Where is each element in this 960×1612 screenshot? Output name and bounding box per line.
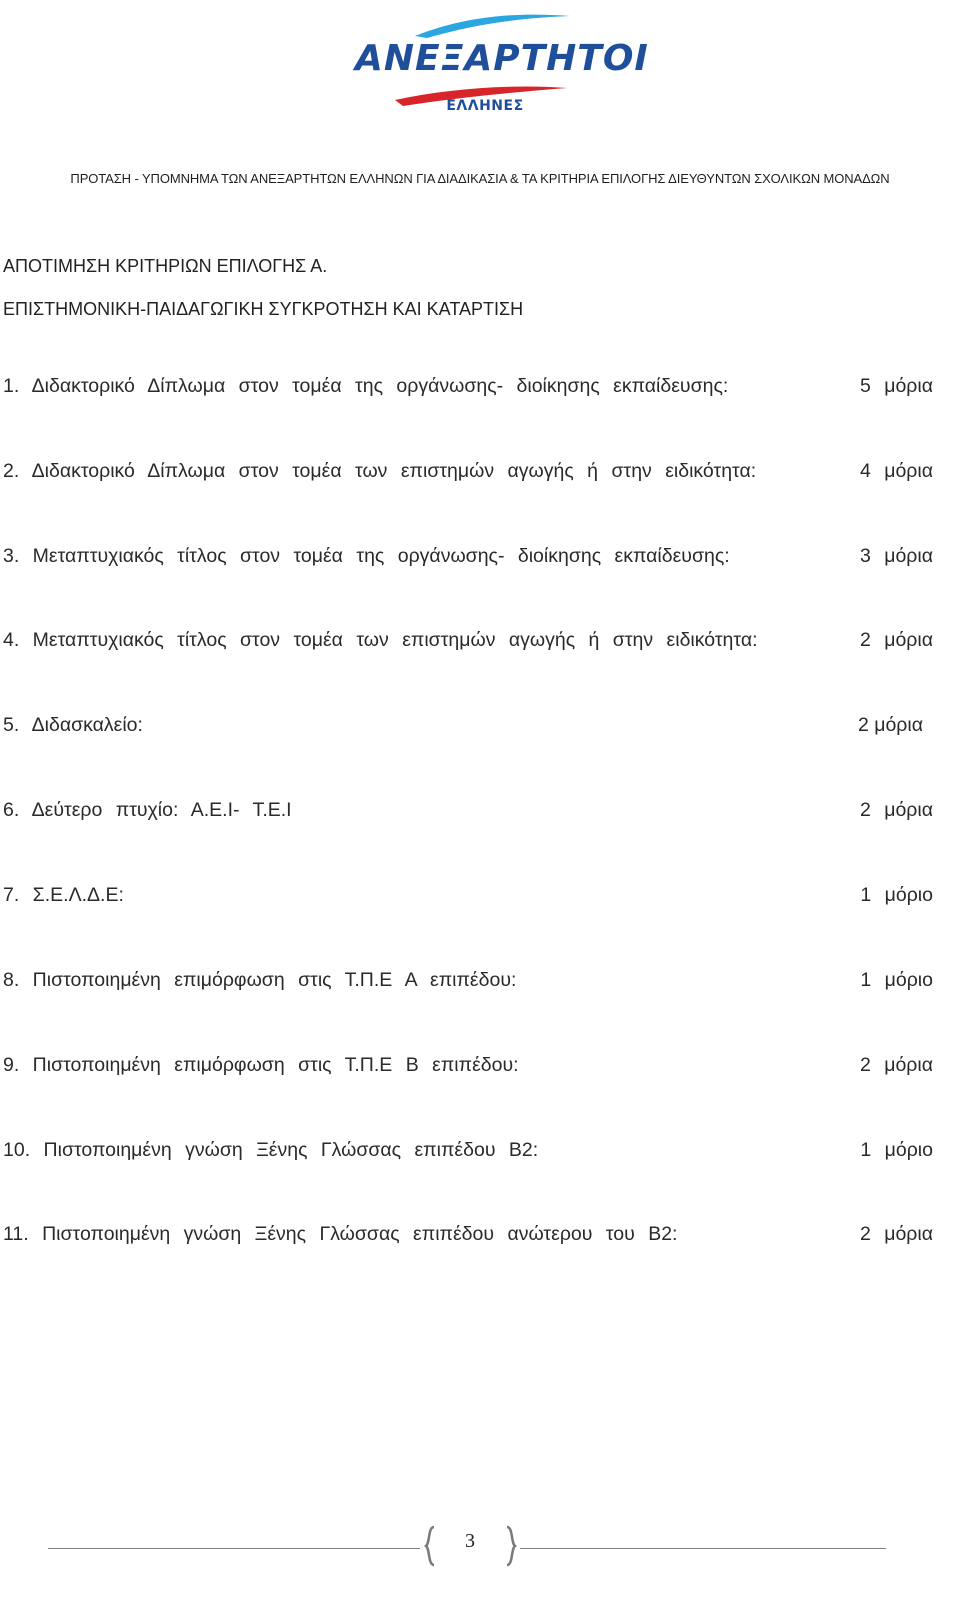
criterion-points: 5 μόρια: [859, 375, 933, 397]
criterion-label: 1. Διδακτορικό Δίπλωμα στον τομέα της οργάνωσης- διοίκησης εκπαίδευσης:: [3, 375, 729, 397]
criterion-item: [3, 1139, 933, 1167]
right-brace-icon: [505, 1525, 517, 1567]
page-number: 3: [465, 1530, 475, 1552]
criterion-label: 5. Διδασκαλείο:: [3, 714, 143, 736]
criterion-item: [3, 799, 933, 827]
party-logo: [355, 8, 649, 123]
footer-rule-right: [520, 1548, 886, 1549]
criterion-points: 2 μόρια: [859, 1054, 933, 1076]
criterion-item: [3, 969, 933, 997]
criterion-item: [3, 884, 933, 912]
criterion-label: 9. Πιστοποιημένη επιμόρφωση στις Τ.Π.Ε Β επιπέδου:: [3, 1054, 519, 1076]
criterion-label: 10. Πιστοποιημένη γνώση Ξένης Γλώσσας επιπέδου Β2:: [3, 1139, 539, 1161]
criterion-points: 1 μόριο: [860, 969, 933, 991]
criterion-label: 4. Μεταπτυχιακός τίτλος στον τομέα των επιστημών αγωγής ή στην ειδικότητα:: [3, 629, 758, 651]
document-header: ΠΡΟΤΑΣΗ - ΥΠΟΜΝΗΜΑ ΤΩΝ ΑΝΕΞΑΡΤΗΤΩΝ ΕΛΛΗΝΩΝ ΓΙΑ ΔΙΑΔΙΚΑΣΙΑ & ΤΑ ΚΡΙΤΗΡΙΑ ΕΠΙΛΟΓΗΣ ΔΙΕΥΘΥΝΤΩΝ ΣΧΟΛΙΚΩΝ ΜΟΝΑΔΩΝ: [70, 171, 890, 186]
criterion-points: 3 μόρια: [859, 545, 933, 567]
criterion-points: 2 μόρια: [859, 799, 933, 821]
criterion-points: 4 μόρια: [859, 460, 933, 482]
logo-subtitle: ΕΛΛΗΝΕΣ: [446, 98, 524, 114]
criterion-label: 3. Μεταπτυχιακός τίτλος στον τομέα της οργάνωσης- διοίκησης εκπαίδευσης:: [3, 545, 730, 567]
criterion-item: [3, 460, 933, 488]
section-subtitle: ΕΠΙΣΤΗΜΟΝΙΚΗ-ΠΑΙΔΑΓΩΓΙΚΗ ΣΥΓΚΡΟΤΗΣΗ ΚΑΙ ΚΑΤΑΡΤΙΣΗ: [3, 299, 524, 319]
criterion-item: [3, 375, 933, 403]
criterion-item: [3, 1223, 933, 1251]
criterion-item: [3, 714, 933, 742]
criterion-label: 8. Πιστοποιημένη επιμόρφωση στις Τ.Π.Ε Α επιπέδου:: [3, 969, 517, 991]
criterion-points: 2 μόρια: [859, 629, 933, 651]
criterion-item: [3, 629, 933, 657]
criterion-points: 1 μόριο: [860, 1139, 933, 1161]
footer-rule-left: [48, 1548, 420, 1549]
logo-wordmark: ΑΝΕΞΑΡΤΗΤΟΙ: [355, 38, 649, 79]
criterion-points: 2 μόρια: [857, 714, 923, 736]
criterion-label: 11. Πιστοποιημένη γνώση Ξένης Γλώσσας επιπέδου ανώτερου του Β2:: [3, 1223, 678, 1245]
criterion-points: 1 μόριο: [860, 884, 933, 906]
criterion-item: [3, 545, 933, 573]
criterion-label: 7. Σ.Ε.Λ.Δ.Ε:: [3, 884, 124, 906]
criterion-points: 2 μόρια: [859, 1223, 933, 1245]
left-brace-icon: [424, 1525, 436, 1567]
section-title: ΑΠΟΤΙΜΗΣΗ ΚΡΙΤΗΡΙΩΝ ΕΠΙΛΟΓΗΣ Α.: [3, 256, 328, 276]
criterion-item: [3, 1054, 933, 1082]
criterion-label: 2. Διδακτορικό Δίπλωμα στον τομέα των επιστημών αγωγής ή στην ειδικότητα:: [3, 460, 757, 482]
criterion-label: 6. Δεύτερο πτυχίο: Α.Ε.Ι- Τ.Ε.Ι: [3, 799, 292, 821]
